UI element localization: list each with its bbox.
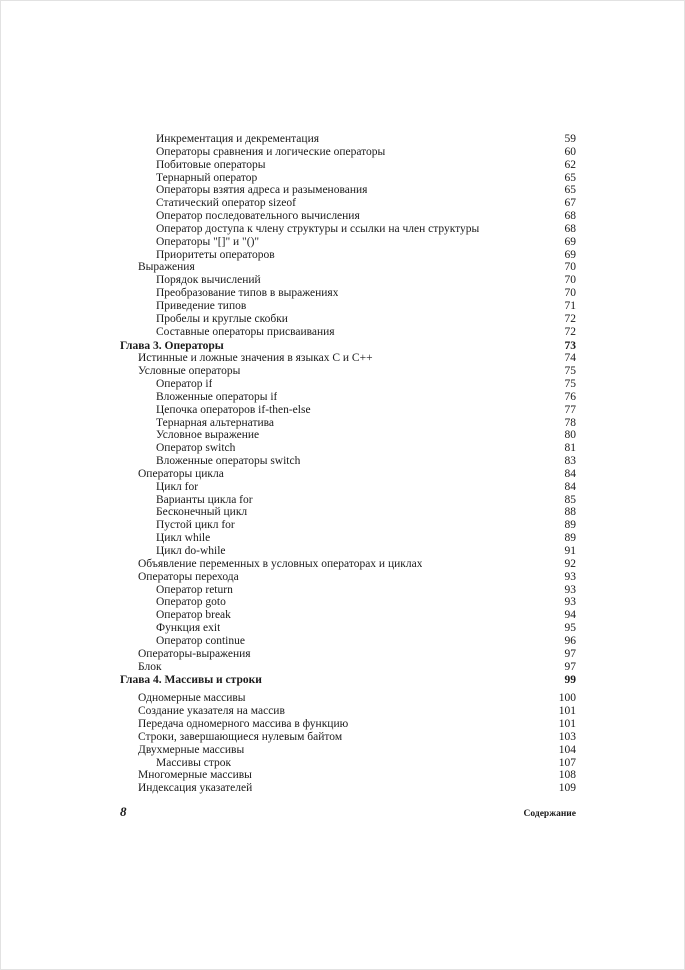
toc-entry-row: [120, 391, 576, 404]
toc-entry-row: [120, 718, 576, 731]
toc-entry-title: Порядок вычислений: [156, 274, 261, 287]
toc-entry-row: [120, 782, 576, 795]
toc-entry-row: [120, 261, 576, 274]
toc-entry-page: 83: [564, 455, 576, 468]
toc-entry-page: 107: [558, 756, 576, 769]
toc-entry-row: [120, 249, 576, 262]
toc-entry-row: [120, 622, 576, 635]
toc-entry-row: [120, 596, 576, 609]
toc-entry-title: Пробелы и круглые скобки: [156, 312, 288, 325]
toc-entry-page: 97: [564, 647, 576, 660]
toc-entry-row: [120, 661, 576, 674]
toc-entry-title: Операторы взятия адреса и разыменования: [156, 184, 368, 197]
toc-entry-page: 81: [564, 442, 576, 455]
toc-entry-title: Операторы-выражения: [138, 647, 251, 660]
toc-entry-title: Операторы "[]" и "()": [156, 235, 260, 248]
toc-entry-page: 85: [564, 493, 576, 506]
toc-entry-title: Вложенные операторы if: [156, 390, 278, 403]
toc-chapter-row: [120, 674, 576, 687]
toc-entry-title: Приоритеты операторов: [156, 248, 275, 261]
toc-entry-title: Оператор доступа к члену структуры и ссылки на член структуры: [156, 222, 480, 235]
toc-entry-row: [120, 365, 576, 378]
toc-entry-title: Варианты цикла for: [156, 493, 253, 506]
toc-entry-title: Операторы перехода: [138, 570, 239, 583]
toc-chapter-row: [120, 340, 576, 353]
toc-entry-page: 69: [564, 248, 576, 261]
toc-entry-row: [120, 705, 576, 718]
toc-entry-page: 73: [564, 339, 576, 352]
toc-entry-title: Условные операторы: [138, 365, 241, 378]
toc-entry-title: Преобразование типов в выражениях: [156, 287, 339, 300]
toc-entry-title: Массивы строк: [156, 756, 232, 769]
toc-entry-page: 75: [564, 365, 576, 378]
toc-entry-title: Оператор goto: [156, 596, 226, 609]
toc-entry-title: Глава 4. Массивы и строки: [120, 674, 262, 687]
toc-entry-row: [120, 197, 576, 210]
toc-entry-page: 97: [564, 660, 576, 673]
toc-entry-row: [120, 481, 576, 494]
toc-entry-title: Индексация указателей: [138, 782, 253, 795]
toc-entry-title: Бесконечный цикл: [156, 506, 248, 519]
table-of-contents: [120, 133, 576, 795]
toc-entry-title: Оператор последовательного вычисления: [156, 210, 360, 223]
toc-entry-title: Оператор switch: [156, 442, 236, 455]
toc-entry-title: Двухмерные массивы: [138, 743, 245, 756]
toc-entry-page: 71: [564, 299, 576, 312]
toc-entry-title: Цепочка операторов if-then-else: [156, 403, 311, 416]
toc-entry-page: 75: [564, 378, 576, 391]
toc-entry-row: [120, 648, 576, 661]
toc-entry-title: Передача одномерного массива в функцию: [138, 717, 349, 730]
toc-entry-row: [120, 352, 576, 365]
toc-entry-row: [120, 692, 576, 705]
toc-entry-page: 68: [564, 210, 576, 223]
toc-entry-title: Одномерные массивы: [138, 692, 246, 705]
toc-entry-row: [120, 468, 576, 481]
toc-entry-row: [120, 532, 576, 545]
toc-entry-page: 101: [558, 717, 576, 730]
toc-entry-page: 109: [558, 782, 576, 795]
toc-entry-page: 104: [558, 743, 576, 756]
toc-entry-row: [120, 210, 576, 223]
toc-entry-row: [120, 757, 576, 770]
toc-entry-row: [120, 519, 576, 532]
toc-entry-row: [120, 442, 576, 455]
toc-entry-title: Условное выражение: [156, 429, 260, 442]
toc-entry-row: [120, 313, 576, 326]
toc-entry-title: Глава 3. Операторы: [120, 339, 224, 352]
toc-entry-title: Пустой цикл for: [156, 519, 235, 532]
toc-entry-title: Составные операторы присваивания: [156, 325, 335, 338]
toc-entry-page: 94: [564, 609, 576, 622]
toc-entry-page: 70: [564, 287, 576, 300]
toc-entry-page: 72: [564, 325, 576, 338]
toc-entry-title: Оператор if: [156, 378, 213, 391]
toc-entry-title: Операторы цикла: [138, 467, 224, 480]
toc-entry-page: 99: [564, 674, 576, 687]
toc-entry-page: 93: [564, 583, 576, 596]
toc-entry-row: [120, 184, 576, 197]
toc-entry-page: 74: [564, 352, 576, 365]
toc-entry-row: [120, 558, 576, 571]
toc-entry-row: [120, 635, 576, 648]
toc-entry-row: [120, 404, 576, 417]
toc-entry-title: Вложенные операторы switch: [156, 455, 301, 468]
toc-entry-page: 93: [564, 596, 576, 609]
toc-entry-page: 96: [564, 634, 576, 647]
toc-entry-page: 84: [564, 467, 576, 480]
toc-entry-title: Строки, завершающиеся нулевым байтом: [138, 730, 343, 743]
toc-entry-page: 89: [564, 519, 576, 532]
toc-entry-title: Цикл do-while: [156, 545, 226, 557]
toc-entry-title: Многомерные массивы: [138, 769, 252, 782]
toc-entry-title: Операторы сравнения и логические операторы: [156, 145, 386, 158]
toc-entry-page: 77: [564, 403, 576, 416]
toc-entry-page: 93: [564, 570, 576, 583]
toc-entry-page: 62: [564, 158, 576, 171]
toc-entry-page: 88: [564, 506, 576, 519]
toc-entry-title: Выражения: [138, 261, 195, 274]
toc-entry-title: Цикл for: [156, 480, 199, 493]
toc-entry-title: Истинные и ложные значения в языках C и C++: [138, 352, 373, 365]
toc-entry-title: Оператор continue: [156, 634, 245, 647]
toc-entry-page: 84: [564, 480, 576, 493]
toc-entry-title: Побитовые операторы: [156, 158, 266, 171]
toc-entry-title: Приведение типов: [156, 299, 247, 312]
toc-entry-page: 91: [564, 545, 576, 557]
toc-entry-row: [120, 159, 576, 172]
toc-entry-page: 108: [558, 769, 576, 782]
toc-entry-page: 78: [564, 416, 576, 429]
toc-entry-page: 95: [564, 622, 576, 635]
toc-entry-page: 65: [564, 184, 576, 197]
toc-entry-row: [120, 584, 576, 597]
page-number: 8: [120, 804, 127, 819]
toc-entry-row: [120, 506, 576, 519]
toc-entry-title: Создание указателя на массив: [138, 705, 285, 718]
toc-entry-row: [120, 429, 576, 442]
toc-entry-row: [120, 274, 576, 287]
toc-entry-title: Тернарный оператор: [156, 171, 258, 184]
toc-entry-row: [120, 744, 576, 757]
toc-entry-row: [120, 609, 576, 622]
toc-entry-title: Объявление переменных в условных операторах и циклах: [138, 557, 423, 570]
toc-entry-page: 70: [564, 274, 576, 287]
toc-entry-page: 76: [564, 390, 576, 403]
toc-entry-page: 103: [558, 730, 576, 743]
toc-entry-row: [120, 223, 576, 236]
toc-entry-row: [120, 494, 576, 507]
toc-entry-page: 70: [564, 261, 576, 274]
toc-entry-row: [120, 146, 576, 159]
toc-entry-title: Оператор return: [156, 583, 233, 596]
page-footer: [120, 804, 576, 820]
toc-entry-page: 59: [564, 133, 576, 145]
toc-entry-title: Блок: [138, 660, 162, 673]
toc-entry-title: Функция exit: [156, 622, 221, 635]
footer-section-label: Содержание: [523, 809, 576, 819]
toc-entry-row: [120, 455, 576, 468]
toc-entry-row: [120, 326, 576, 339]
toc-entry-page: 72: [564, 312, 576, 325]
toc-entry-page: 80: [564, 429, 576, 442]
toc-entry-row: [120, 545, 576, 558]
toc-entry-page: 101: [558, 705, 576, 718]
toc-entry-page: 60: [564, 145, 576, 158]
toc-entry-title: Инкрементация и декрементация: [156, 133, 320, 145]
toc-entry-page: 68: [564, 222, 576, 235]
toc-entry-title: Статический оператор sizeof: [156, 197, 296, 210]
toc-entry-page: 92: [564, 557, 576, 570]
toc-entry-title: Цикл while: [156, 532, 211, 545]
toc-entry-row: [120, 287, 576, 300]
toc-entry-row: [120, 769, 576, 782]
toc-entry-page: 67: [564, 197, 576, 210]
toc-entry-row: [120, 133, 576, 146]
toc-entry-page: 69: [564, 235, 576, 248]
toc-entry-row: [120, 172, 576, 185]
toc-entry-page: 65: [564, 171, 576, 184]
toc-entry-row: [120, 300, 576, 313]
toc-entry-row: [120, 731, 576, 744]
toc-entry-row: [120, 571, 576, 584]
toc-entry-row: [120, 236, 576, 249]
toc-entry-page: 100: [558, 692, 576, 705]
toc-entry-row: [120, 378, 576, 391]
toc-entry-title: Оператор break: [156, 609, 231, 622]
toc-entry-row: [120, 417, 576, 430]
toc-entry-page: 89: [564, 532, 576, 545]
toc-entry-title: Тернарная альтернатива: [156, 416, 275, 429]
